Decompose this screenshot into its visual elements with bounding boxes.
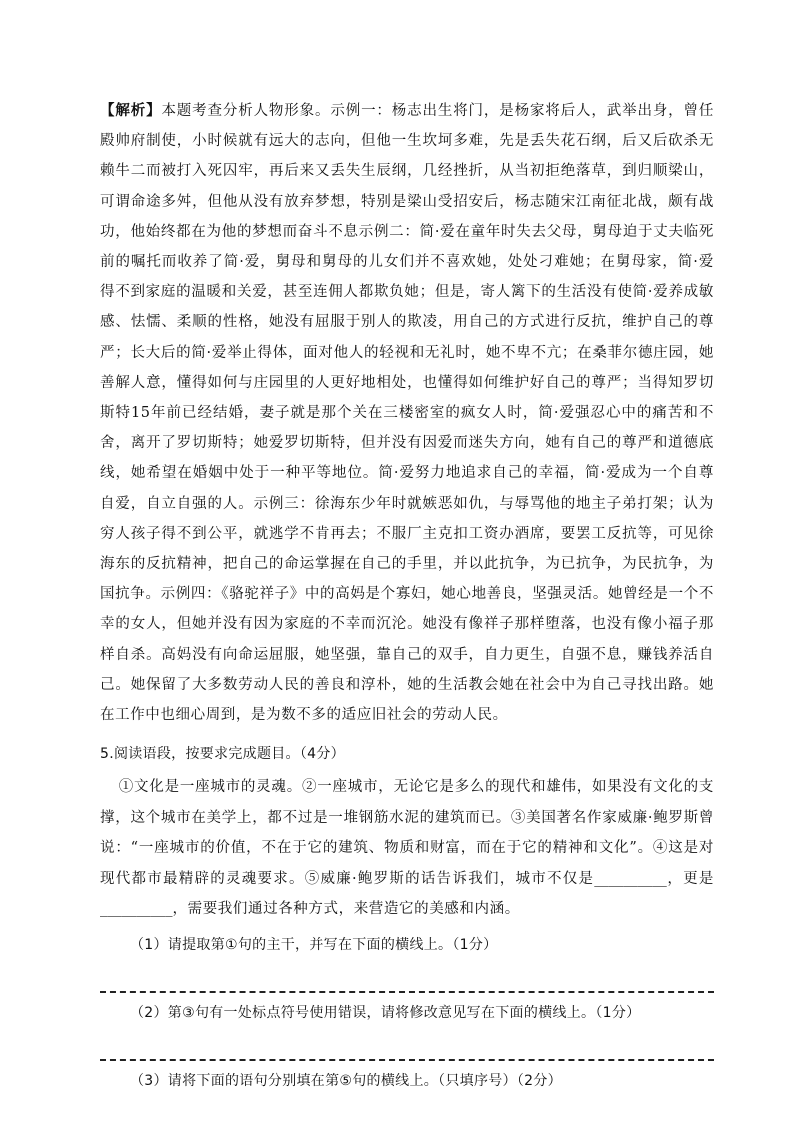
passage-blank-1: __________ bbox=[594, 870, 667, 887]
document-page bbox=[100, 96, 714, 1095]
analysis-text: 本题考查分析人物形象。示例一：杨志出生将门，是杨家将后人，武举出身，曾任殿帅府制使，小时候就有远大的志向，但他一生坎坷多难，先是丢失花石纲，后又后砍杀无赖牛二而被打入死囚牢，再后来又丢失生辰纲，几经挫折，从当初拒绝落草，到归顺梁山，可谓命途多舛，但他从没有放弃梦想，特别是梁山受招安后，杨志随宋江南征北战，颇有战功，他始终都在为他的梦想而奋斗不息示例二：简·爱在童年时失去父母，舅母迫于丈夫临死前的嘱托而收养了简·爱，舅母和舅母的儿女们并不喜欢她，处处刁难她；在舅母家，简·爱得不到家庭的温暖和关爱，甚至连佣人都欺负她；但是，寄人篱下的生活没有使简·爱养成敏感、怯懦、柔顺的性格，她没有屈服于别人的欺凌，用自己的方式进行反抗，维护自己的尊严；长大后的简·爱举止得体，面对他人的轻视和无礼时，她不卑不亢；在桑菲尔德庄园，她善解人意，懂得如何与庄园里的人更好地相处，也懂得如何维护好自己的尊严；当得知罗切斯特15年前已经结婚，妻子就是那个关在三楼密室的疯女人时，简·爱强忍心中的痛苦和不舍，离开了罗切斯特；她爱罗切斯特，但并没有因爱而迷失方向，她有自己的尊严和道德底线，她希望在婚姻中处于一种平等地位。简·爱努力地追求自己的幸福，简·爱成为一个自尊自爱，自立自强的人。示例三：徐海东少年时就嫉恶如仇，与辱骂他的地主子弟打架；认为穷人孩子得不到公平，就逃学不肯再去；不服厂主克扣工资办酒席，要罢工反抗等，可见徐海东的反抗精神，把自己的命运掌握在自己的手里，并以此抗争，为已抗争，为民抗争，为国抗争。示例四：《骆驼祥子》中的高妈是个寡妇，她心地善良，坚强灵活。她曾经是一个不幸的女人，但她并没有因为家庭的不幸而沉沦。她没有像祥子那样堕落，也没有像小福子那样自杀。高妈没有向命运屈服，她坚强，靠自己的双手，自力更生，自强不息，赚钱养活自己。她保留了大多数劳动人民的善良和淳朴，她的生活教会她在社会中为自己寻找出路。她在工作中也细心周到，是为数不多的适应旧社会的劳动人民。 bbox=[100, 103, 714, 724]
reading-passage bbox=[100, 772, 714, 925]
answer-line-1[interactable] bbox=[100, 965, 714, 993]
answer-line-2[interactable] bbox=[100, 1033, 714, 1061]
sub-question-1: （1）请提取第①句的主干，并写在下面的横线上。（1分） bbox=[130, 936, 498, 953]
passage-part-3: ，需要我们通过各种方式，来营造它的美感和内涵。 bbox=[172, 901, 520, 918]
passage-part-1: ①文化是一座城市的灵魂。②一座城市，无论它是多么的现代和雄伟，如果没有文化的支撑，这个城市在美学上，都不过是一堆钢筋水泥的建筑而已。③美国著名作家威廉·鲍罗斯曾说：“一座城市的价值，不在于它的建筑、物质和财富，而在于它的精神和文化”。④这是对现代都市最精辟的灵魂要求。⑤威廉·鲍罗斯的话告诉我们，城市不仅是 bbox=[100, 779, 714, 887]
sub-question-3: （3）请将下面的语句分别填在第⑤句的横线上。（只填序号）（2分） bbox=[130, 1072, 562, 1089]
question-title: 5.阅读语段，按要求完成题目。（4分） bbox=[100, 746, 345, 763]
sub-question-2: （2）第③句有一处标点符号使用错误，请将修改意见写在下面的横线上。（1分） bbox=[130, 1004, 641, 1021]
passage-blank-2: __________ bbox=[100, 901, 173, 918]
analysis-tag: 【解析】 bbox=[100, 102, 162, 119]
passage-part-2: ，更是 bbox=[666, 870, 714, 887]
analysis-paragraph bbox=[100, 96, 714, 730]
